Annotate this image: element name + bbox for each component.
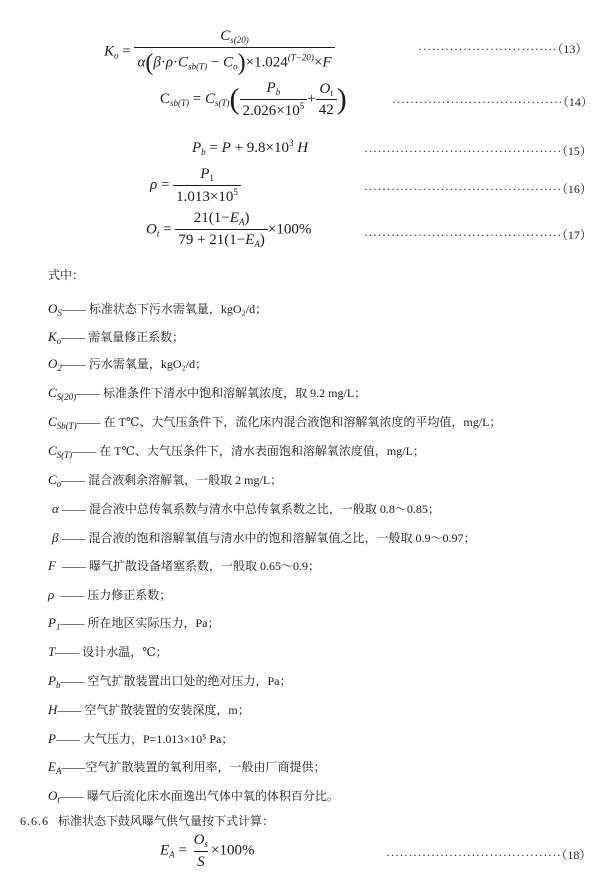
definition-dash: —— <box>60 616 85 630</box>
definition-subscript: t <box>57 795 60 805</box>
definition-text: 混合液的饱和溶解氧值与清水中的饱和溶解氧值之比，一般取 0.9～0.97； <box>85 531 476 545</box>
definition-dash: —— <box>59 789 84 803</box>
where-label: 式中： <box>48 268 85 282</box>
definition-dash: —— <box>58 502 86 516</box>
definition-subscript: S(T) <box>56 450 73 460</box>
definition-symbol: P <box>48 673 56 688</box>
definition-text: 在 T℃、大气压条件下，清水表面饱和溶解氧浓度值，mg/L； <box>96 444 425 458</box>
definition-item <box>48 586 171 603</box>
equation-16-number: ············································（16） <box>364 182 592 196</box>
definition-text: 所在地区实际压力，Pa； <box>84 616 220 630</box>
definition-item <box>48 300 267 318</box>
definition-symbol: β <box>52 530 59 545</box>
definition-dash: —— <box>61 302 86 316</box>
definition-item <box>52 529 476 546</box>
definition-text: 需氧量修正系数； <box>85 330 185 344</box>
section-title: 标准状态下鼓风曝气供气量按下式计算： <box>58 814 275 828</box>
definition-symbol: K <box>48 329 57 344</box>
definition-symbol: H <box>48 702 58 717</box>
definition-dash: —— <box>55 559 86 573</box>
definition-symbol: C <box>48 414 57 429</box>
definition-dash: —— <box>76 386 101 400</box>
definition-item <box>48 355 207 373</box>
definition-dash: —— <box>55 732 80 746</box>
definition-dash: —— <box>61 760 86 774</box>
definition-text: 空气扩散装置出口处的绝对压力，Pa； <box>84 674 292 688</box>
definition-symbol: P <box>48 731 56 746</box>
equation-18-number: ·······································（18） <box>386 848 592 862</box>
definition-subscript: 1 <box>55 622 61 632</box>
definition-text: 混合液剩余溶解氧，一般取 2 mg/L； <box>85 473 283 487</box>
definition-item <box>48 787 339 805</box>
equation-13: $K_o$ = $\frac{C_{s(20)}}{\alpha(\beta\cdot\rho\cdot C_{sb(T)} - C_o)\times 1.024^{(T-20)}\times F}$ <box>104 28 335 76</box>
definition-text: 混合液中总传氧系数与清水中总传氧系数之比，一般取 0.8～0.85； <box>85 502 440 516</box>
definition-subscript: Sb(T) <box>56 421 77 431</box>
definition-subscript: A <box>55 766 62 776</box>
definition-subscript: S <box>57 308 62 318</box>
definition-text: 空气扩散装置的氧利用率，一般由厂商提供； <box>85 760 326 774</box>
definition-subscript: o <box>56 479 62 489</box>
definition-item <box>48 643 168 660</box>
definition-dash: —— <box>57 703 82 717</box>
definition-symbol: C <box>48 443 57 458</box>
definition-text: 设计水温，℃； <box>79 645 168 659</box>
definition-text: 在 T℃、大气压条件下，流化床内混合液饱和溶解氧浓度的平均值，mg/L； <box>100 415 502 429</box>
definition-symbol: P <box>48 615 56 630</box>
definition-text: 压力修正系数； <box>84 588 172 602</box>
definition-text: 空气扩散装置的安装深度，m； <box>81 703 250 717</box>
definition-item <box>48 328 184 346</box>
equation-14: $C_{sb(T)} = C_{s(T)}$( $\frac{P_b}{2.026\times 10^5}$ + $\frac{O_t}{42}$ ) <box>160 80 347 119</box>
definition-symbol: ρ <box>48 587 55 602</box>
definition-subscript: b <box>55 680 61 690</box>
equation-17: $O_t$ = $\frac{21(1-E_A)}{79 + 21(1-E_A)}$ ×100% <box>146 210 312 249</box>
definition-text: 大气压力，P=1.013×10⁵ Pa； <box>79 732 234 746</box>
definition-item <box>48 614 219 632</box>
definition-symbol: O <box>48 356 58 371</box>
definition-item <box>48 701 250 718</box>
definition-dash: —— <box>61 357 86 371</box>
definition-symbol: T <box>48 644 56 659</box>
definition-symbol: O <box>48 301 58 316</box>
equation-17-number: ············································（17） <box>364 228 592 242</box>
definition-text: 标准状态下污水需氧量，kgO₂/d； <box>85 302 268 316</box>
section-number: 6.6.6 <box>20 814 49 828</box>
definition-symbol: α <box>52 501 59 516</box>
definition-dash: —— <box>55 645 80 659</box>
definition-item <box>48 672 291 690</box>
equation-13-number: ·······························（13） <box>418 42 588 56</box>
definition-item <box>48 758 325 776</box>
definition-dash: —— <box>72 444 97 458</box>
equation-15: $P_b = P + 9.8\times 10^3$ H <box>192 138 309 157</box>
equation-18: $E_A$ = $\frac{O_s}{S}$ ×100% <box>160 832 255 870</box>
definition-item <box>48 442 425 460</box>
definition-dash: —— <box>76 415 101 429</box>
equation-16: ρ = $\frac{P_1}{1.013\times 10^5}$ <box>150 166 241 205</box>
equation-14-number: ······································（14） <box>392 95 593 109</box>
definition-item <box>48 471 282 489</box>
definition-dash: —— <box>61 330 86 344</box>
definition-subscript: o <box>56 336 62 346</box>
definition-symbol: E <box>48 759 56 774</box>
definition-text: 曝气后流化床水面逸出气体中氧的体积百分比。 <box>83 789 339 803</box>
definition-item <box>48 730 233 747</box>
definition-dash: —— <box>61 473 86 487</box>
definition-item <box>48 557 320 574</box>
definition-subscript: 2 <box>57 363 62 373</box>
definition-text: 污水需氧量，kgO₂/d； <box>85 357 208 371</box>
definition-subscript: S(20) <box>56 392 77 402</box>
definition-symbol: C <box>48 472 57 487</box>
definition-text: 标准条件下清水中饱和溶解氧浓度，取 9.2 mg/L； <box>100 386 367 400</box>
definition-text: 曝气扩散设备堵塞系数，一般取 0.65～0.9； <box>85 559 320 573</box>
definition-item <box>48 384 366 402</box>
definition-dash: —— <box>54 588 85 602</box>
equation-15-number: ············································（15） <box>364 144 592 158</box>
definition-dash: —— <box>60 674 85 688</box>
definition-symbol: F <box>48 558 56 573</box>
definition-symbol: C <box>48 385 57 400</box>
definition-item <box>48 413 501 431</box>
definition-symbol: O <box>48 788 58 803</box>
definition-dash: —— <box>58 531 86 545</box>
definition-item <box>52 500 440 517</box>
section-heading <box>20 812 274 829</box>
